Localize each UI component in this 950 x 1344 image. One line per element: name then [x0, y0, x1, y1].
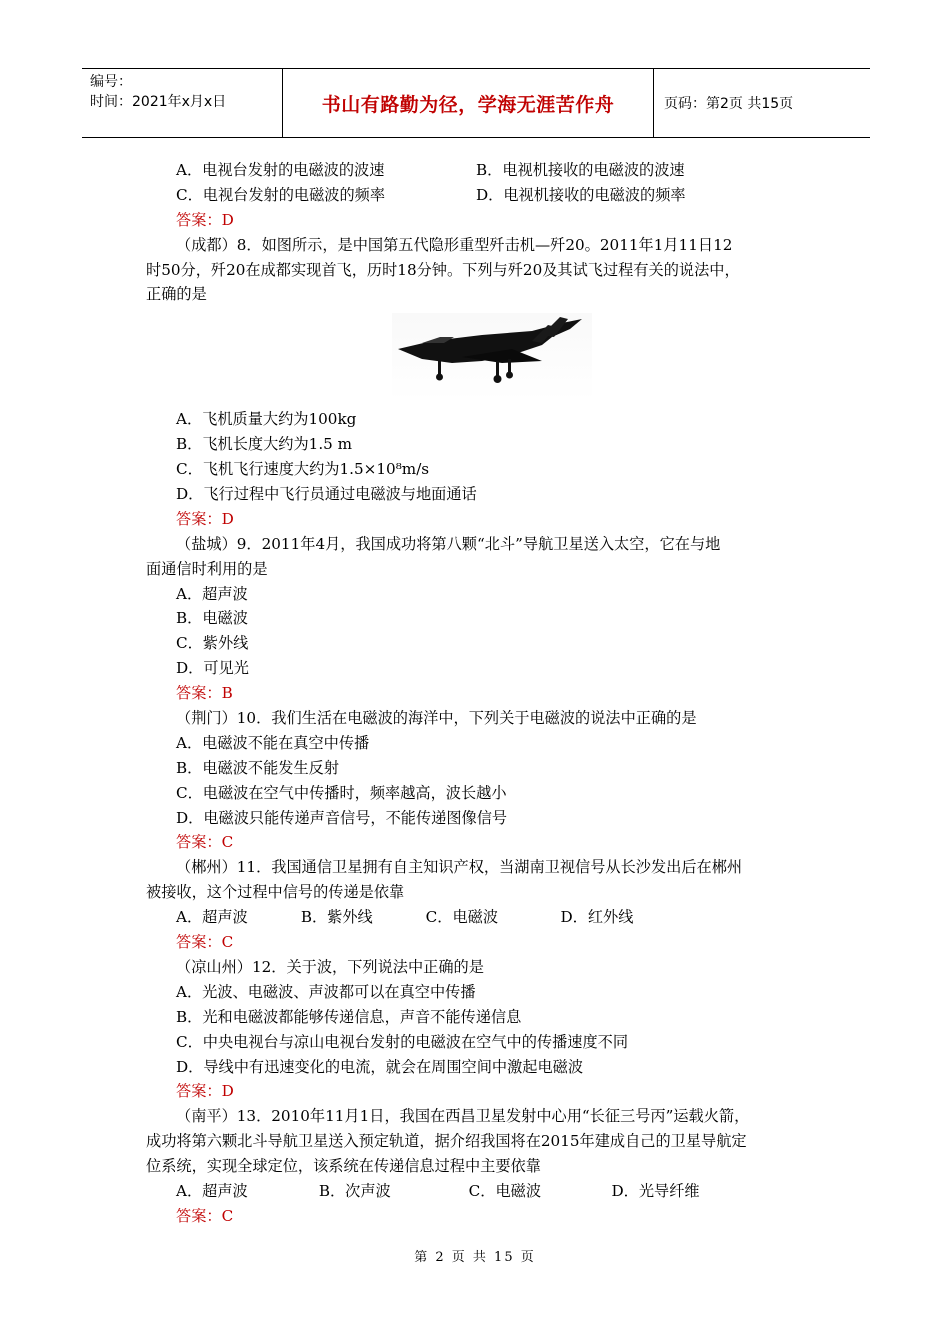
option-a: A．超声波: [176, 584, 248, 603]
option-c: C．飞机飞行速度大约为1.5×10⁸m/s: [176, 460, 430, 479]
option-b: B．光和电磁波都能够传递信息，声音不能传递信息: [176, 1007, 522, 1026]
option-a: A．飞机质量大约为100kg: [176, 410, 357, 429]
answer: 答案：D: [176, 509, 234, 528]
question-text: （荆门）10．我们生活在电磁波的海洋中，下列关于电磁波的说法中正确的是: [176, 709, 697, 728]
question-text: 正确的是: [146, 285, 207, 304]
question-text: （郴州）11．我国通信卫星拥有自主知识产权，当湖南卫视信号从长沙发出后在郴州: [176, 858, 743, 877]
option-a: A．电视台发射的电磁波的波速: [176, 161, 385, 179]
question-text: 位系统，实现全球定位，该系统在传递信息过程中主要依靠: [146, 1157, 541, 1176]
option-c: C．电磁波: [425, 908, 499, 927]
number-label: 编号：: [90, 74, 132, 90]
date-label: 时间：2021年x月x日: [90, 94, 227, 110]
question-text: 面通信时利用的是: [146, 559, 268, 578]
option-b: B．次声波: [318, 1181, 391, 1200]
option-row: [146, 1179, 826, 1204]
answer: 答案：B: [176, 684, 233, 703]
option-row: [146, 905, 826, 930]
page-header: [82, 68, 870, 138]
option-a: A．电磁波不能在真空中传播: [176, 733, 370, 752]
question-text: （凉山州）12．关于波，下列说法中正确的是: [176, 957, 484, 976]
page-footer: 第 2 页 共 15 页: [414, 1250, 536, 1265]
option-d: D．导线中有迅速变化的电流，就会在周围空间中激起电磁波: [176, 1057, 584, 1076]
option-b: B．紫外线: [300, 908, 373, 927]
question-text: 时50分，歼20在成都实现首飞，历时18分钟。下列与歼20及其试飞过程有关的说法中，: [146, 260, 740, 279]
question-text: 被接收，这个过程中信号的传递是依靠: [146, 883, 405, 902]
option-d: D．红外线: [560, 908, 634, 927]
option-c: C．中央电视台与凉山电视台发射的电磁波在空气中的传播速度不同: [176, 1032, 629, 1051]
option-c: C．电视台发射的电磁波的频率: [176, 185, 386, 204]
fighter-jet-image: [392, 313, 592, 401]
option-b: B．电磁波: [176, 609, 248, 628]
document-body: [146, 158, 826, 1229]
answer: 答案：C: [176, 1206, 234, 1225]
answer: 答案：D: [176, 1082, 234, 1101]
option-d: D．电视机接收的电磁波的频率: [476, 185, 686, 204]
option-d: D．飞行过程中飞行员通过电磁波与地面通话: [176, 485, 477, 504]
question-text: （成都）8．如图所示，是中国第五代隐形重型歼击机—歼20。2011年1月11日12: [176, 235, 733, 254]
answer: 答案：C: [176, 933, 234, 952]
option-a: A．光波、电磁波、声波都可以在真空中传播: [176, 982, 476, 1001]
option-c: C．紫外线: [176, 634, 249, 653]
option-b: B．飞机长度大约为1.5 m: [176, 435, 353, 454]
answer: 答案：D: [176, 210, 234, 229]
figure: [146, 307, 826, 407]
header-left: [82, 69, 282, 137]
option-d: D．可见光: [176, 659, 249, 678]
option-b: B．电磁波不能发生反射: [176, 758, 340, 777]
option-d: D．电磁波只能传递声音信号，不能传递图像信号: [176, 808, 508, 827]
answer: 答案：C: [176, 833, 234, 852]
option-a: A．超声波: [176, 1181, 248, 1200]
question-text: （盐城）9．2011年4月，我国成功将第八颗“北斗”导航卫星送入太空，它在与地: [176, 534, 721, 553]
option-c: C．电磁波: [468, 1181, 542, 1200]
question-text: （南平）13．2010年11月1日，我国在西昌卫星发射中心用“长征三号丙”运载火箭，: [176, 1107, 750, 1126]
question-text: 成功将第六颗北斗导航卫星送入预定轨道，据介绍我国将在2015年建成自己的卫星导航定: [146, 1132, 747, 1151]
option-row: [146, 183, 826, 208]
option-d: D．光导纤维: [611, 1181, 700, 1200]
header-motto: 书山有路勤为径，学海无涯苦作舟: [282, 69, 654, 137]
option-c: C．电磁波在空气中传播时，频率越高，波长越小: [176, 783, 507, 802]
option-a: A．超声波: [176, 908, 248, 927]
option-b: B．电视机接收的电磁波的波速: [476, 161, 685, 179]
option-row: [146, 158, 826, 183]
header-page: 页码：第2页 共15页: [664, 96, 794, 112]
